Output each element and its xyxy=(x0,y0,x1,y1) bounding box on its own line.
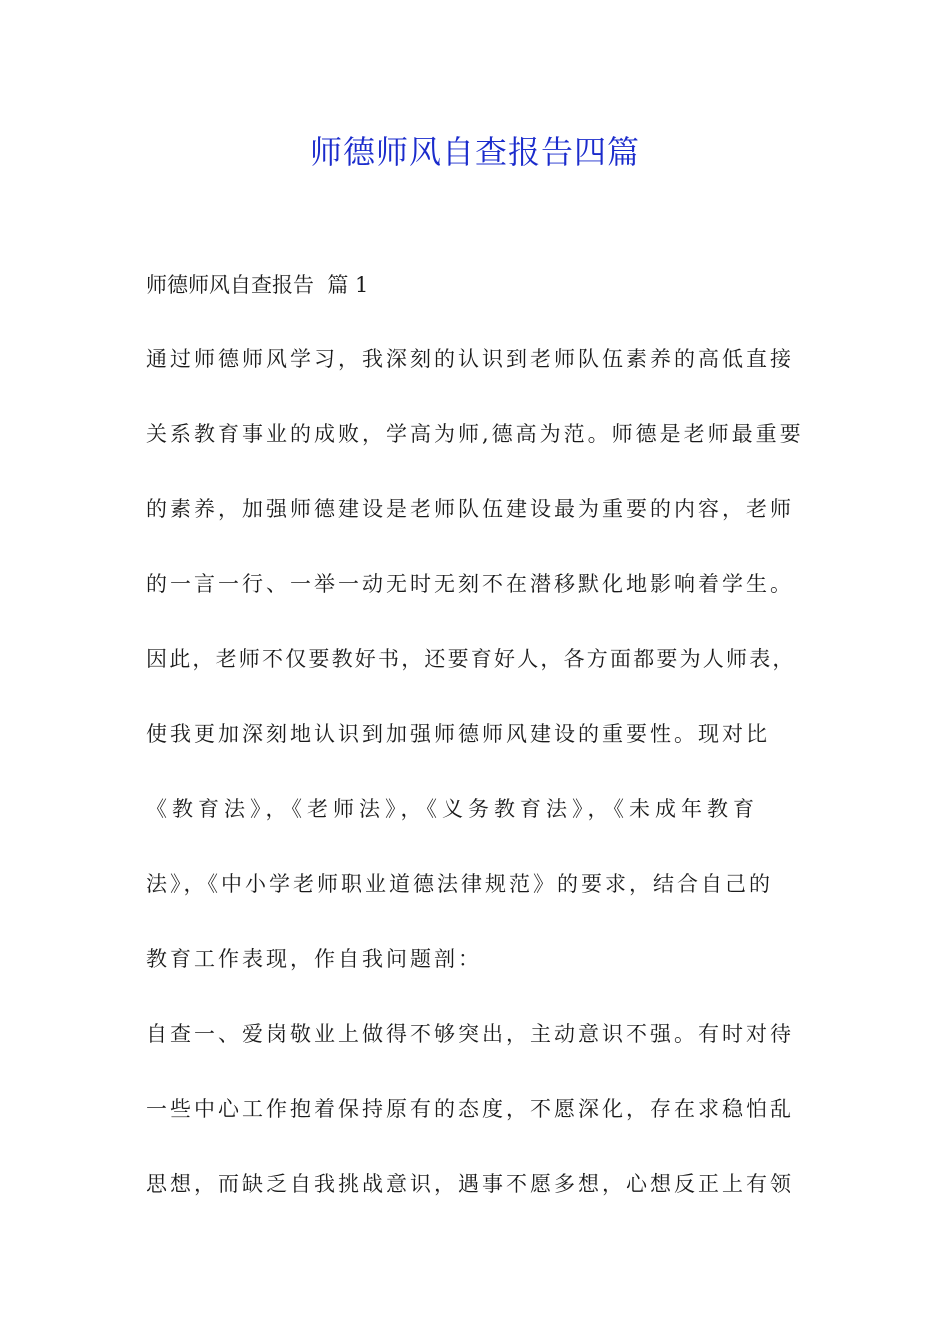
paragraph-line: 关系教育事业的成败，学高为师,德高为范。师德是老师最重要 xyxy=(146,422,804,446)
paragraph-line: 法》，《中小学老师职业道德法律规范》的要求，结合自己的 xyxy=(146,872,773,896)
paragraph-line: 的素养，加强师德建设是老师队伍建设最为重要的内容，老师 xyxy=(146,497,794,521)
section-heading: 师德师风自查报告 篇 1 xyxy=(146,273,369,297)
document-title: 师德师风自查报告四篇 xyxy=(309,133,640,171)
paragraph-line: 教育工作表现，作自我问题剖： xyxy=(146,947,482,971)
body-text xyxy=(146,340,806,1240)
paragraph-line: 《教育法》，《老师法》，《义务教育法》，《未成年教育 xyxy=(146,797,759,821)
paragraph-line: 思想，而缺乏自我挑战意识，遇事不愿多想，心想反正上有领 xyxy=(146,1172,794,1196)
paragraph-line: 自查一、爱岗敬业上做得不够突出，主动意识不强。有时对待 xyxy=(146,1022,794,1046)
paragraph-line: 一些中心工作抱着保持原有的态度，不愿深化，存在求稳怕乱 xyxy=(146,1097,794,1121)
paragraph-line: 的一言一行、一举一动无时无刻不在潜移默化地影响着学生。 xyxy=(146,572,794,596)
paragraph-line: 通过师德师风学习，我深刻的认识到老师队伍素养的高低直接 xyxy=(146,347,794,371)
paragraph-line: 使我更加深刻地认识到加强师德师风建设的重要性。现对比 xyxy=(146,722,770,746)
paragraph-line: 因此，老师不仅要教好书，还要育好人，各方面都要为人师表， xyxy=(146,647,796,671)
